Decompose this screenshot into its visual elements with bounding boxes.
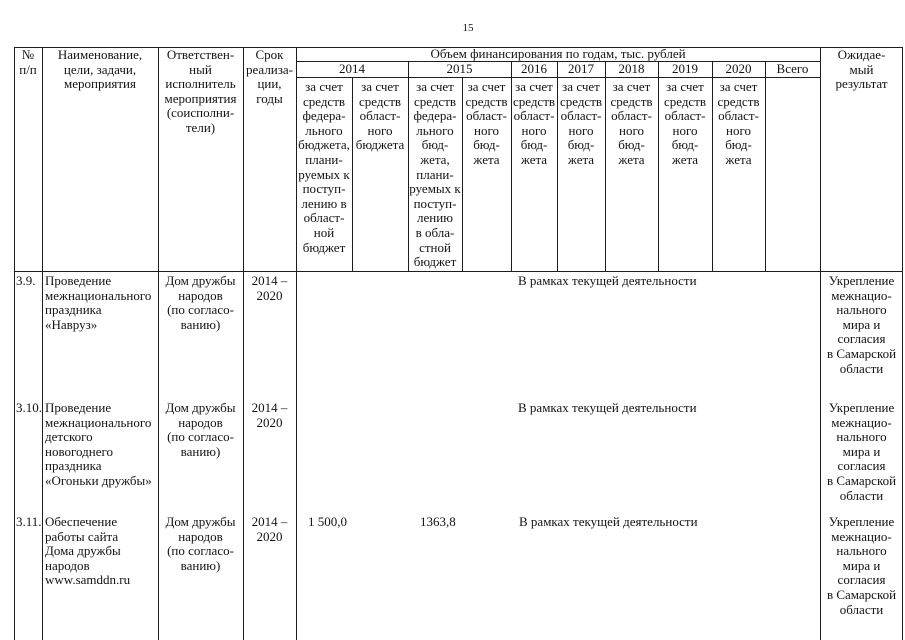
header-2014-federal-funds: за счет средств федера- льного бюджета, плани- руемых к поступ- лению в област- ной бюджет [298,79,350,255]
header-2015-regional-funds: за счет средств област- ного бюд- жета [465,79,508,167]
row-amount-2015-federal: 1363,8 [420,514,456,529]
row-activity-name: Обеспечение работы сайта Дома дружбы народов www.samddn.ru [45,514,131,588]
header-year-2018: 2018 [618,61,645,76]
page-number: 15 [462,22,474,34]
header-2014-regional-funds: за счет средств област- ного бюджета [355,79,405,153]
row-term: 2014 – 2020 [251,273,288,303]
header-term: Срок реализа- ции, годы [246,47,293,106]
header-year-2017: 2017 [568,61,594,76]
row-number: 3.11. [16,514,42,529]
header-year-2019: 2019 [672,61,698,76]
table-row [0,515,905,635]
row-executor: Дом дружбы народов (по согласо- ванию) [165,273,236,332]
header-number: № п/п [19,47,37,77]
header-2019-regional-funds: за счет средств област- ного бюд- жета [663,79,707,167]
table-row [0,274,905,394]
row-term: 2014 – 2020 [251,400,288,430]
header-executor: Ответствен- ный исполнитель мероприятия (соисполни- тели) [164,47,237,135]
header-total: Всего [776,61,809,76]
header-year-2020: 2020 [725,61,752,76]
row-financing-note: В рамках текущей деятельности [519,514,698,529]
row-activity-name: Проведение межнационального детского новогоднего праздника «Огоньки дружбы» [45,400,152,488]
header-2015-federal-funds: за счет средств федера- льного бюд- жета, плани- руемых к поступ- лению в обла- стной бюджет [409,79,461,270]
row-executor: Дом дружбы народов (по согласо- ванию) [165,400,236,459]
header-year-2015: 2015 [446,61,473,76]
row-term: 2014 – 2020 [251,514,288,544]
row-number: 3.9. [16,273,36,288]
row-expected-result: Укрепление межнацио- нального мира и согласия в Самарской области [826,273,897,376]
header-2018-regional-funds: за счет средств област- ного бюд- жета [610,79,653,167]
header-expected-result: Ожидае- мый результат [835,47,888,92]
row-executor: Дом дружбы народов (по согласо- ванию) [165,514,236,573]
header-year-2014: 2014 [339,61,365,76]
header-year-2016: 2016 [521,61,547,76]
row-expected-result: Укрепление межнацио- нального мира и согласия в Самарской области [826,514,897,617]
row-financing-note: В рамках текущей деятельности [518,273,697,288]
row-amount-2014-federal: 1 500,0 [308,514,347,529]
row-expected-result: Укрепление межнацио- нального мира и согласия в Самарской области [826,400,897,503]
row-number: 3.10. [16,400,42,415]
row-activity-name: Проведение межнационального праздника «Навруз» [45,273,152,332]
header-financing: Объем финансирования по годам, тыс. рублей [430,46,686,61]
header-activity-name: Наименование, цели, задачи, мероприятия [57,47,143,92]
table-row [0,401,905,521]
header-2016-regional-funds: за счет средств област- ного бюд- жета [512,79,556,167]
header-2020-regional-funds: за счет средств област- ного бюд- жета [717,79,760,167]
row-financing-note: В рамках текущей деятельности [518,400,697,415]
header-2017-regional-funds: за счет средств област- ного бюд- жета [559,79,603,167]
